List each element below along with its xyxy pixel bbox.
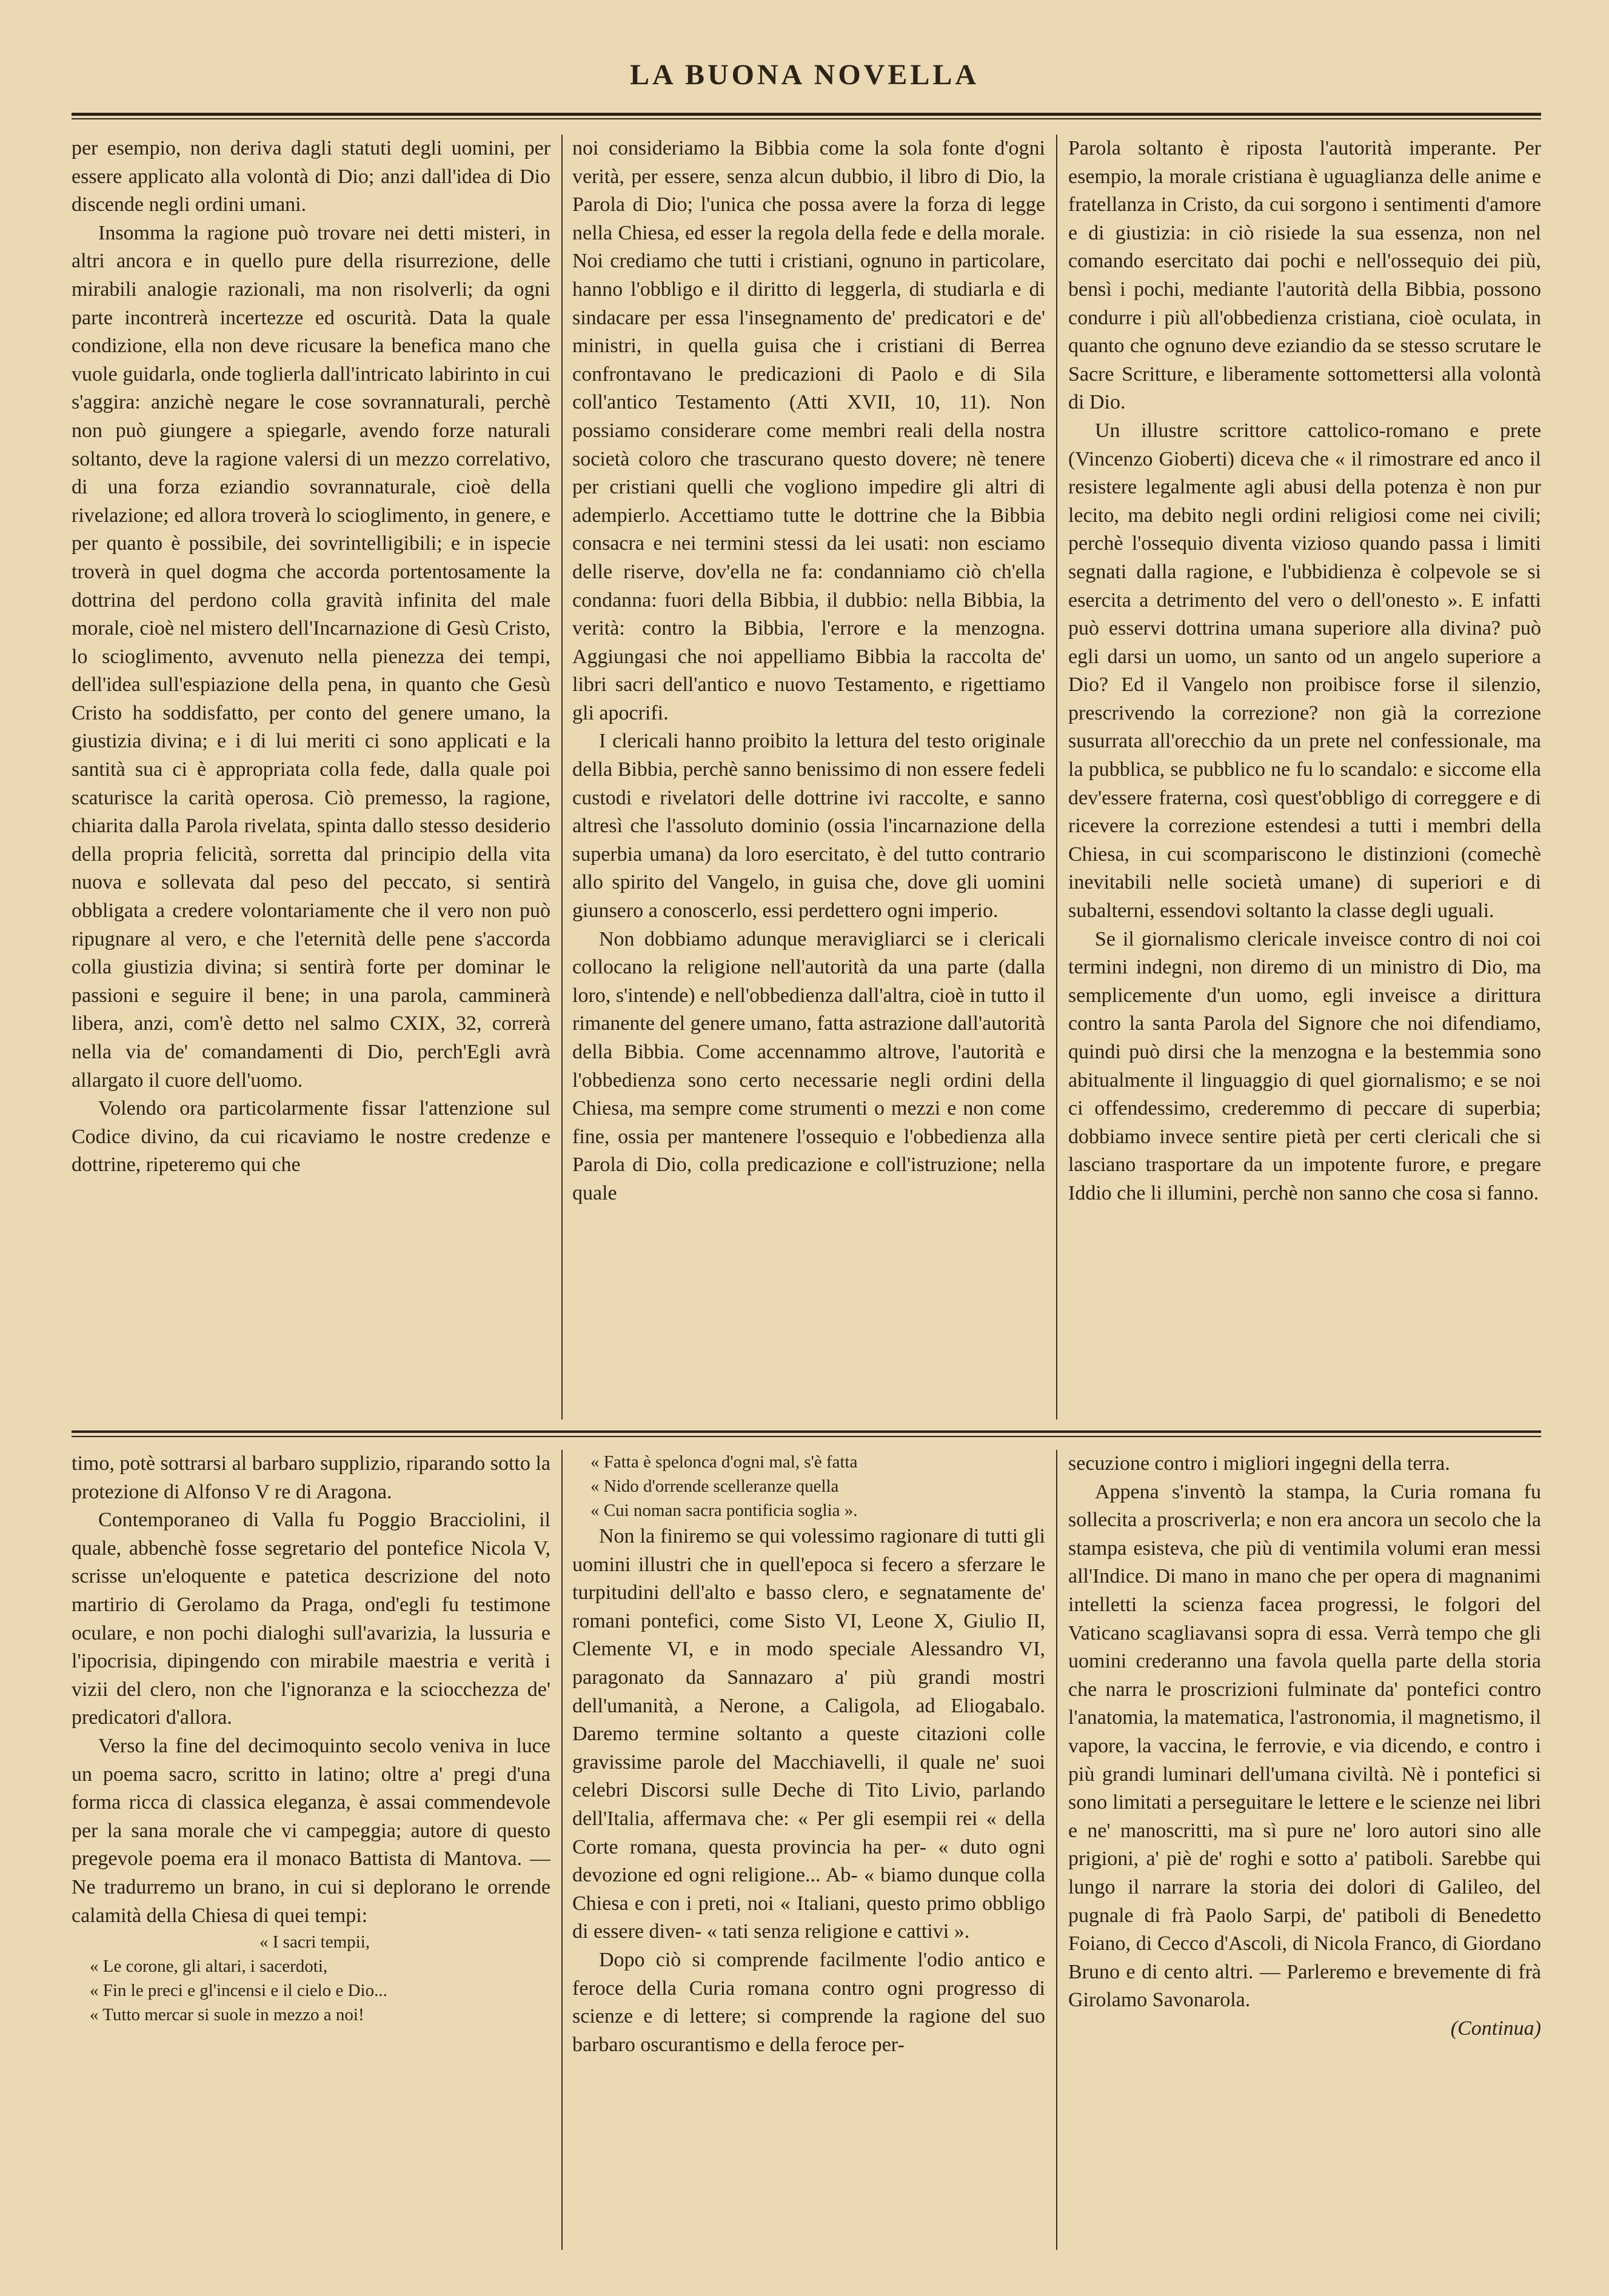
column-divider xyxy=(561,1450,563,2250)
column-divider xyxy=(1056,135,1057,1420)
paragraph: secuzione contro i migliori ingegni della terra. xyxy=(1068,1452,1450,1475)
masthead-title: LA BUONA NOVELLA xyxy=(629,59,980,91)
verse-line: « Fin le preci e gl'incensi e il cielo e Dio... xyxy=(90,1981,387,2001)
paragraph: per esempio, non deriva dagli statuti degli uomini, per essere applicato alla volontà di Dio; anzi dall'idea di Dio discende negli ordini umani. xyxy=(72,137,550,216)
paragraph: Un illustre scrittore cattolico-romano e prete (Vincenzo Gioberti) diceva che « il rimostrare ed anco il resistere legalmente agli abusi della potenza è non pur lecito, ma debito negli ordini religiosi come nei civili; perchè l'ossequio diventa vizioso quando passa i limiti segnati dalla ragione, e l'ubbidienza è colpevole se si esercita a detrimento del vero o dell'onesto ». E infatti può esservi dottrina umana superiore alla divina? può egli darsi un uomo, un santo od un angelo superiore a Dio? Ed il Vangelo non proibisce forse il silenzio, prescrivendo la correzione? non già la correzione susurrata all'orecchio da un prete nel confessionale, ma la pubblica, se pubblico ne fu lo scandalo: e siccome ella dev'essere fraterna, così quest'obbligo di correggere e di ricevere la correzione estendesi a tutti i membri della Chiesa, in cui scompariscono le distinzioni (comechè inevitabili nelle società umane) di superiori e di subalterni, essendovi soltanto la classe degli uguali. xyxy=(1068,419,1541,923)
paragraph: timo, potè sottrarsi al barbaro supplizio, riparando sotto la protezione di Alfonso V re di Aragona. xyxy=(72,1452,550,1503)
verse-line: « Le corone, gli altari, i sacerdoti, xyxy=(90,1957,328,1977)
verse-line: « I sacri tempii, xyxy=(259,1932,370,1952)
lower-column-2 xyxy=(572,1450,1045,2250)
column-divider xyxy=(561,135,563,1420)
verse-line: « Fatta è spelonca d'ogni mal, s'è fatta xyxy=(590,1452,858,1472)
continua-label: (Continua) xyxy=(1450,2017,1541,2040)
lower-column-1 xyxy=(72,1450,550,2250)
lower-column-3 xyxy=(1068,1450,1541,2250)
top-rule xyxy=(72,113,1541,116)
column-divider xyxy=(1056,1450,1057,2250)
paragraph: Insomma la ragione può trovare nei detti misteri, in altri ancora e in quello pure della risurrezione, delle mirabili analogie razionali, ma non risolverli; da ogni parte incontrerà incertezze ed oscurità. Data la quale condizione, ella non deve ricusare la benefica mano che vuole guidarla, onde toglierla dall'intricato labirinto in cui s'aggira: anzichè negare le cose sovrannaturali, perchè non può giungere a spiegarle, avendo forze naturali soltanto, deve la ragione valersi di un mezzo correlativo, di una forza eziandio sovrannaturale, cioè della rivelazione; ed allora troverà lo scioglimento, in genere, e per quanto è possibile, dei sovrintelligibili; e in ispecie troverà in quel dogma che accorda portentosamente la dottrina del perdono colla gravità infinita del male morale, cioè nel mistero dell'Incarnazione di Gesù Cristo, lo scioglimento, avvenuto nella pienezza dei tempi, dell'idea sull'espiazione della pena, in quanto che Gesù Cristo ha soddisfatto, per conto del genere umano, la giustizia divina; e i di lui meriti ci sono applicati e la santità sua ci è appropriata colla fede, dalla quale poi scaturisce la carità operosa. Ciò premesso, la ragione, chiarita dalla Parola rivelata, spinta dallo stesso desiderio della propria felicità, sorretta dal principio della vita nuova e sollevata dal peso del peccato, si sentirà obbligata a credere volontariamente che il vero non può ripugnare al vero, e che l'eternità delle pene s'accorda colla giustizia divina; si sentirà forte per dominar le passioni e seguire il bene; in una parola, camminerà libera, anzi, com'è detto nel salmo CXIX, 32, correrà nella via de' comandamenti di Dio, perch'Egli avrà allargato il cuore dell'uomo. xyxy=(72,221,550,1092)
section-rule xyxy=(72,1430,1541,1433)
paragraph: noi consideriamo la Bibbia come la sola fonte d'ogni verità, per essere, senza alcun dubbio, il libro di Dio, la Parola di Dio; l'unica che possa avere la forza di legge nella Chiesa, ed esser la regola della fede e della morale. Noi crediamo che tutti i cristiani, ognuno in particolare, hanno l'obbligo e il diritto di leggerla, di studiarla e di sindacare per essa l'insegnamento de' predicatori e de' ministri, in quella guisa che i cristiani di Berrea confrontavano le predicazioni di Paolo e di Sila coll'antico Testamento (Atti XVII, 10, 11). Non possiamo considerare come membri reali della nostra società coloro che trascurano questo dovere; nè tenere per cristiani quelli che vogliono impedire gli altri di adempierlo. Accettiamo tutte le dottrine che la Bibbia consacra e nei termini stessi da lei usati: non esciamo delle riserve, dov'ella ne fa: condanniamo ciò ch'ella condanna: fuori della Bibbia, il dubbio: nella Bibbia, la verità: contro la Bibbia, l'errore e la menzogna. Aggiungasi che noi appelliamo Bibbia la raccolta de' libri sacri dell'antico e nuovo Testamento, e rigettiamo gli apocrifi. xyxy=(572,137,1045,724)
upper-column-1 xyxy=(72,135,550,1426)
upper-column-3 xyxy=(1068,135,1541,1426)
paragraph: Appena s'inventò la stampa, la Curia romana fu sollecita a proscriverla; e non era ancora un secolo che la stampa esisteva, che più di ventimila volumi eran messi all'Indice. Di mano in mano che per opera di magnanimi intelletti la scienza facea progressi, le folgori del Vaticano scagliavansi sopra di essa. Verrà tempo che gli uomini crederanno una favola quella parte della storia che narra le proscrizioni fulminate da' pontefici contro l'anatomia, la matematica, l'astronomia, il magnetismo, il vapore, la vaccina, le ferrovie, e via dicendo, e contro i più grandi luminari dell'umana civiltà. Nè i pontefici si sono limitati a perseguitare le lettere e le scienze nei libri e ne' manoscritti, ma sì pure ne' loro autori sino alle prigioni, a' piè de' roghi e sotto a' patiboli. Sarebbe qui lungo il narrare la storia dei dolori di Galileo, del pugnale di frà Paolo Sarpi, de' patiboli di Benedetto Foiano, di Cecco d'Ascoli, di Nicola Franco, di Giordano Bruno e di cento altri. — Parleremo e brevemente di frà Girolamo Savonarola. xyxy=(1068,1480,1541,2012)
paragraph: Dopo ciò si comprende facilmente l'odio antico e feroce della Curia romana contro ogni progresso di scienze e di lettere; si comprende la ragione del suo barbaro oscurantismo e della feroce per- xyxy=(572,1948,1045,2056)
paragraph: Se il giornalismo clericale inveisce contro di noi coi termini indegni, non diremo di un ministro di Dio, ma semplicemente d'un uomo, egli inveisce a dirittura contro la santa Parola del Signore che noi difendiamo, quindi può dirsi che la menzogna e la bestemmia sono abitualmente il linguaggio di quel giornalismo; e se noi ci offendessimo, crederemmo di peccare di superbia; dobbiamo invece sentire pietà per certi clericali che si lasciano trasportare da un impotente furore, e pregare Iddio che li illumini, perchè non sanno che cosa si fanno. xyxy=(1068,927,1541,1204)
upper-column-2 xyxy=(572,135,1045,1426)
paragraph: Parola soltanto è riposta l'autorità imperante. Per esempio, la morale cristiana è uguaglianza delle anime e fratellanza in Cristo, da cui sorgono i sentimenti d'amore e di giustizia: in ciò risiede la sua essenza, non nel comando esercitato dai pochi e nell'ossequio dei più, bensì i pochi, mediante l'autorità della Bibbia, possono condurre i più all'obbedienza cristiana, cioè oculata, in quanto che ognuno deve eziandio da se stesso scrutare le Sacre Scritture, e liberamente sottomettersi alla volontà di Dio. xyxy=(1068,137,1541,414)
paragraph: Verso la fine del decimoquinto secolo veniva in luce un poema sacro, scritto in latino; oltre a' pregi d'una forma ricca di classica eleganza, è assai commendevole per la sana morale che vi campeggia; autore di questo pregevole poema era il monaco Battista di Mantova. — Ne tradurremo un brano, in cui si deplorano le orrende calamità della Chiesa di quei tempi: xyxy=(72,1734,550,1927)
paragraph: Non la finiremo se qui volessimo ragionare di tutti gli uomini illustri che in quell'epoca si fecero a sferzare le turpitudini dell'alto e basso clero, e segnatamente de' romani pontefici, come Sisto VI, Leone X, Giulio II, Clemente VI, e in modo speciale Alessandro VI, paragonato da Sannazaro a' più grandi mostri dell'umanità, a Nerone, a Caligola, ad Eliogabalo. Daremo termine soltanto a queste citazioni colle gravissime parole del Macchiavelli, il quale ne' suoi celebri Discorsi sulle Deche di Tito Livio, parlando dell'Italia, affermava che: « Per gli esempii rei « della Corte romana, questa provincia ha per- « duto ogni devozione ed ogni religione... Ab- « biamo dunque colla Chiesa e con i preti, noi « Italiani, questo primo obbligo di essere diven- « tati senza religione e cattivi ». xyxy=(572,1525,1045,1943)
verse-line: « Tutto mercar si suole in mezzo a noi! xyxy=(90,2005,364,2025)
paragraph: Volendo ora particolarmente fissar l'attenzione sul Codice divino, da cui ricaviamo le nostre credenze e dottrine, ripeteremo qui che xyxy=(72,1097,550,1176)
verse-line: « Cui noman sacra pontificia soglia ». xyxy=(590,1501,858,1520)
section-rule-thin xyxy=(72,1436,1541,1437)
verse-line: « Nido d'orrende scelleranze quella xyxy=(590,1477,839,1496)
paragraph: I clericali hanno proibito la lettura del testo originale della Bibbia, perchè sanno benissimo di non essere fedeli custodi e rivelatori delle dottrine ivi raccolte, e sanno altresì che l'assoluto dominio (ossia l'incarnazione della superbia umana) da loro esercitato, è del tutto contrario allo spirito del Vangelo, in guisa che, dove gli uomini giunsero a conoscerlo, essi perdettero ogni imperio. xyxy=(572,730,1045,923)
paragraph: Contemporaneo di Valla fu Poggio Bracciolini, il quale, abbenchè fosse segretario del pontefice Nicola V, scrisse un'eloquente e patetica descrizione del noto martirio di Gerolamo da Praga, ond'egli fu testimone oculare, e non pochi dialoghi sull'avarizia, la lussuria e l'ipocrisia, dipingendo con mirabile maestria e verità i vizii del clero, non che l'ignoranza e la sciocchezza de' predicatori d'allora. xyxy=(72,1509,550,1729)
top-rule-thin xyxy=(72,118,1541,119)
paragraph: Non dobbiamo adunque meravigliarci se i clericali collocano la religione nell'autorità da una parte (dalla loro, s'intende) e nell'obbedienza dall'altra, cioè in tutto il rimanente del genere umano, fatta astrazione dall'autorità della Bibbia. Come accennammo altrove, l'autorità e l'obbedienza sono certo necessarie negli ordini della Chiesa, ma sempre come strumenti o mezzi e non come fine, ossia per mantenere l'ossequio e l'obbedienza alla Parola di Dio, colla predicazione e coll'istruzione; nella quale xyxy=(572,927,1045,1204)
